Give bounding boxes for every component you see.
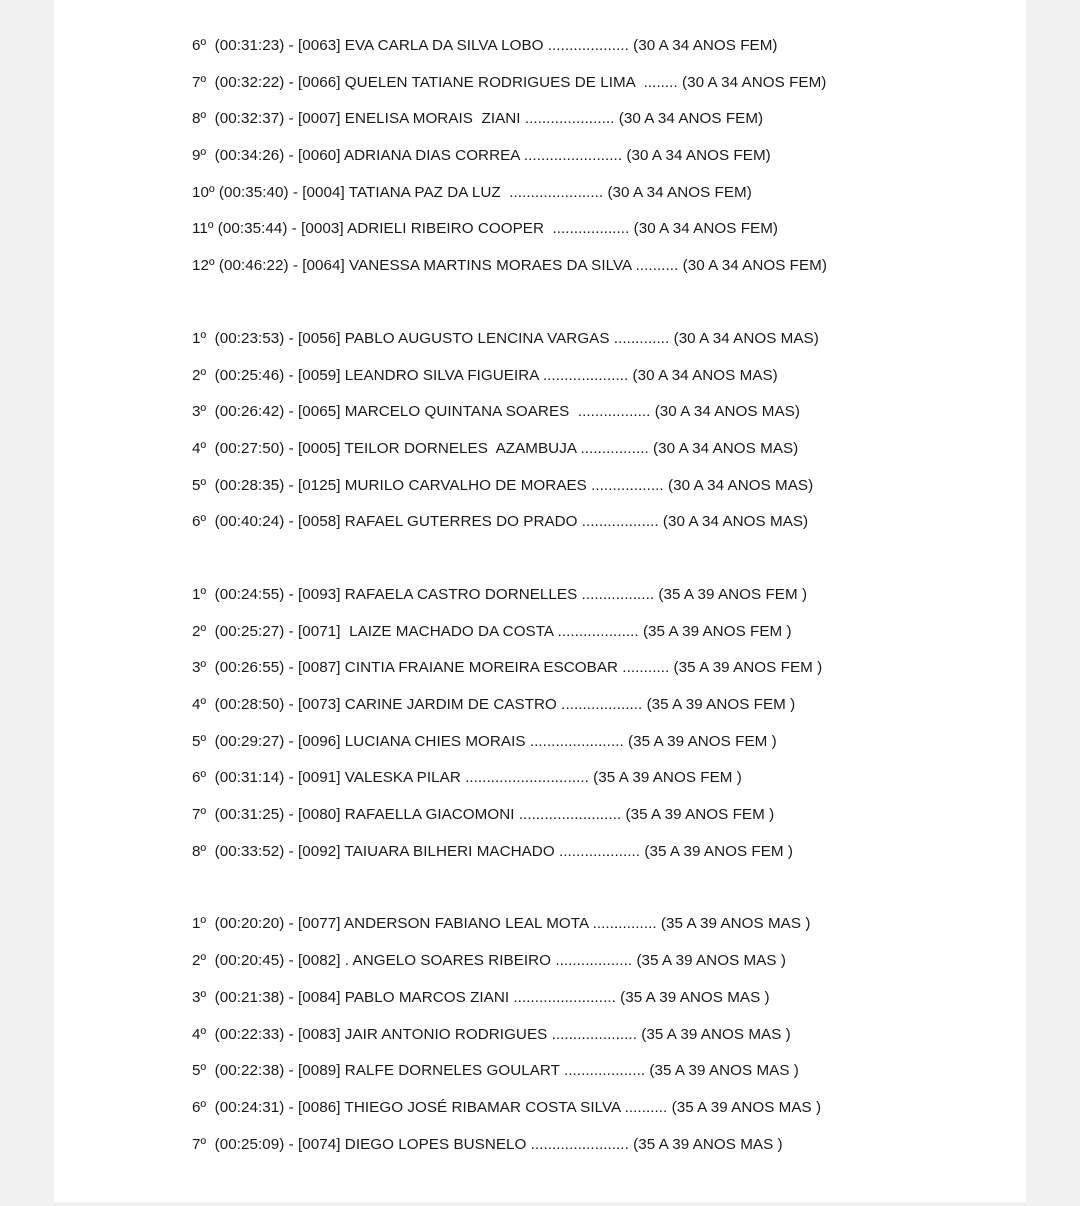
result-row: 5º (00:22:38) - [0089] RALFE DORNELES GOULART ................... (35 A 39 ANOS MAS ): [192, 1062, 799, 1080]
result-row: 6º (00:31:23) - [0063] EVA CARLA DA SILVA LOBO ................... (30 A 34 ANOS FEM): [192, 37, 778, 54]
result-row: 6º (00:24:31) - [0086] THIEGO JOSÉ RIBAMAR COSTA SILVA .......... (35 A 39 ANOS MAS ): [192, 1098, 822, 1116]
result-row: 3º (00:26:55) - [0087] CINTIA FRAIANE MOREIRA ESCOBAR ........... (35 A 39 ANOS FEM ): [192, 659, 823, 677]
result-row: 3º (00:26:42) - [0065] MARCELO QUINTANA SOARES ................. (30 A 34 ANOS MAS): [192, 403, 800, 421]
result-row: 3º (00:21:38) - [0084] PABLO MARCOS ZIANI ........................ (35 A 39 ANOS MAS ): [192, 988, 770, 1006]
result-row: 4º (00:28:50) - [0073] CARINE JARDIM DE CASTRO ................... (35 A 39 ANOS FEM ): [192, 696, 796, 713]
results-content: [192, 35, 1012, 1206]
result-row: 1º (00:20:20) - [0077] ANDERSON FABIANO LEAL MOTA ............... (35 A 39 ANOS MAS ): [192, 915, 811, 933]
result-row: 10º (00:35:40) - [0004] TATIANA PAZ DA LUZ ...................... (30 A 34 ANOS FEM): [192, 183, 752, 201]
result-row: 4º (00:27:50) - [0005] TEILOR DORNELES AZAMBUJA ................ (30 A 34 ANOS MAS): [192, 439, 799, 457]
results-group-35-39-fem: [192, 584, 1012, 878]
results-group-30-34-fem: [192, 35, 1012, 292]
result-row: 7º (00:25:09) - [0074] DIEGO LOPES BUSNELO ....................... (35 A 39 ANOS MAS ): [192, 1135, 783, 1153]
document-page: [54, 0, 1026, 1202]
result-row: 2º (00:25:46) - [0059] LEANDRO SILVA FIGUEIRA .................... (30 A 34 ANOS MAS): [192, 366, 778, 384]
result-row: 2º (00:25:27) - [0071] LAIZE MACHADO DA COSTA ................... (35 A 39 ANOS FEM ): [192, 622, 792, 640]
result-row: 1º (00:24:55) - [0093] RAFAELA CASTRO DORNELLES ................. (35 A 39 ANOS FEM ): [192, 585, 808, 603]
result-row: 11º (00:35:44) - [0003] ADRIELI RIBEIRO COOPER .................. (30 A 34 ANOS FEM): [192, 220, 779, 238]
result-row: 8º (00:32:37) - [0007] ENELISA MORAIS ZIANI ..................... (30 A 34 ANOS FEM): [192, 110, 764, 128]
result-row: 5º (00:29:27) - [0096] LUCIANA CHIES MORAIS ...................... (35 A 39 ANOS FEM ): [192, 732, 777, 750]
result-row: 12º (00:46:22) - [0064] VANESSA MARTINS MORAES DA SILVA .......... (30 A 34 ANOS FEM): [192, 257, 827, 275]
results-group-30-34-mas: [192, 328, 1012, 548]
result-row: 1º (00:23:53) - [0056] PABLO AUGUSTO LENCINA VARGAS ............. (30 A 34 ANOS MAS): [192, 329, 819, 347]
result-row: 7º (00:32:22) - [0066] QUELEN TATIANE RODRIGUES DE LIMA ........ (30 A 34 ANOS FEM): [192, 73, 827, 91]
result-row: 8º (00:33:52) - [0092] TAIUARA BILHERI MACHADO ................... (35 A 39 ANOS FEM ): [192, 842, 794, 860]
result-row: 9º (00:34:26) - [0060] ADRIANA DIAS CORREA ....................... (30 A 34 ANOS FEM): [192, 147, 771, 165]
result-row: 7º (00:31:25) - [0080] RAFAELLA GIACOMONI ........................ (35 A 39 ANOS FEM ): [192, 806, 775, 824]
result-row: 5º (00:28:35) - [0125] MURILO CARVALHO DE MORAES ................. (30 A 34 ANOS MAS): [192, 476, 814, 494]
result-row: 6º (00:31:14) - [0091] VALESKA PILAR ............................. (35 A 39 ANOS FEM ): [192, 769, 742, 787]
result-row: 6º (00:40:24) - [0058] RAFAEL GUTERRES DO PRADO .................. (30 A 34 ANOS MAS): [192, 513, 809, 531]
result-row: 2º (00:20:45) - [0082] . ANGELO SOARES RIBEIRO .................. (35 A 39 ANOS MAS ): [192, 952, 786, 970]
results-group-35-39-mas: [192, 913, 1012, 1170]
result-row: 4º (00:22:33) - [0083] JAIR ANTONIO RODRIGUES .................... (35 A 39 ANOS MAS ): [192, 1025, 791, 1043]
